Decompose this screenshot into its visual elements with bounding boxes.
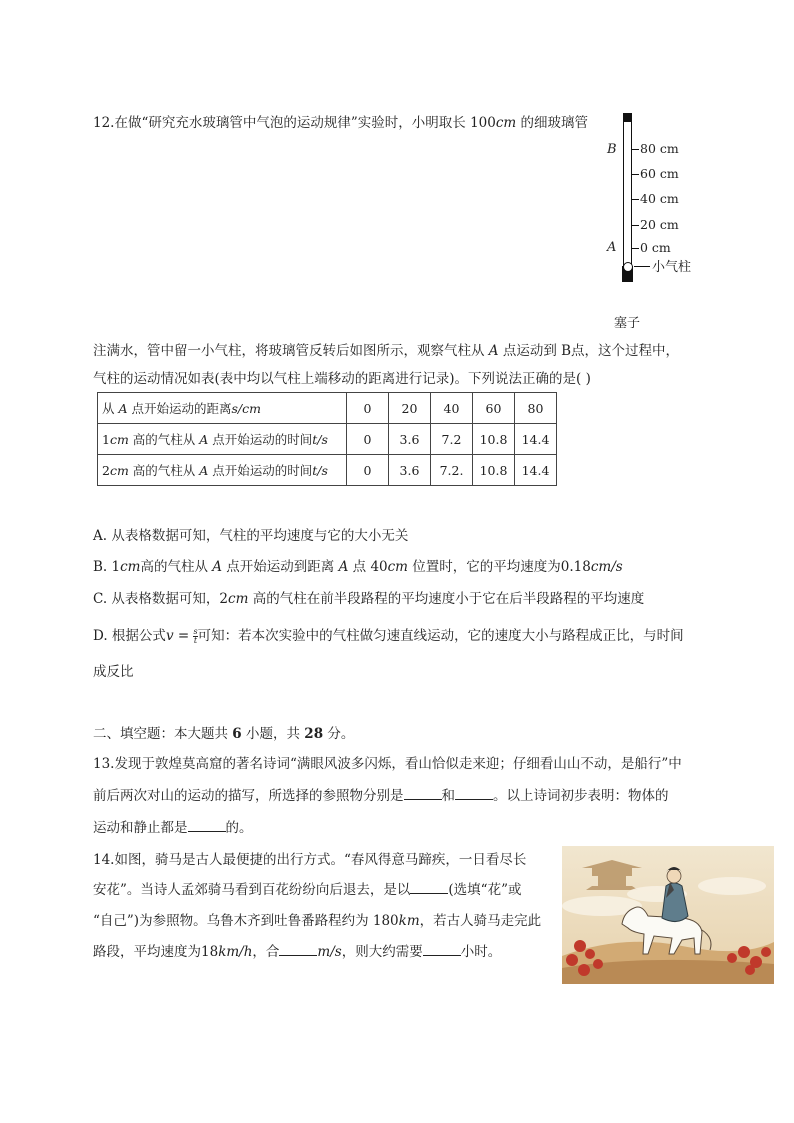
answer-blank[interactable] — [279, 943, 317, 956]
scale-20: 20 cm — [640, 217, 679, 232]
q12-line2-tail: 点运动到 B点，这个过程中， — [498, 343, 680, 359]
horse-rider-painting — [562, 846, 774, 984]
scale-80: 80 cm — [640, 141, 679, 156]
q14-line3: “自己”)为参照物。乌鲁木齐到吐鲁番路程约为 180km，若古人骑马走完此 — [93, 913, 542, 929]
table-cell: 14.4 — [515, 424, 557, 455]
q12-line2-text: 注满水，管中留一小气柱，将玻璃管反转后如图所示，观察气柱从 — [93, 343, 489, 359]
row-header: 1cm 高的气柱从 A 点开始运动的时间t/s — [98, 424, 347, 455]
bubble-pointer-line — [634, 266, 650, 267]
table-cell: 10.8 — [473, 424, 515, 455]
tick-20 — [632, 225, 639, 226]
table-cell: 20 — [389, 393, 431, 424]
table-cell: 3.6 — [389, 455, 431, 486]
table-cell: 40 — [431, 393, 473, 424]
q13-line3: 运动和静止都是 的。 — [93, 820, 253, 836]
tick-0 — [632, 248, 639, 249]
option-D-line2: 成反比 — [93, 664, 134, 680]
q13-line2: 前后两次对山的运动的描写，所选择的参照物分别是 和 。以上诗词初步表明：物体的 — [93, 788, 669, 804]
q12-intro-text: 12.在做“研究充水玻璃管中气泡的运动规律”实验时，小明取长 100 — [93, 115, 496, 131]
option-A: A. 从表格数据可知，气柱的平均速度与它的大小无关 — [93, 528, 409, 544]
q12-line3: 气柱的运动情况如表(表中均以气柱上端移动的距离进行记录)。下列说法正确的是( ) — [93, 371, 591, 387]
row-header: 2cm 高的气柱从 A 点开始运动的时间t/s — [98, 455, 347, 486]
table-cell: 80 — [515, 393, 557, 424]
q12-intro-unit: cm — [495, 115, 517, 131]
tick-40 — [632, 199, 639, 200]
option-B: B. 1cm高的气柱从 A 点开始运动到距离 A 点 40cm 位置时，它的平均速度为0.18cm/s — [93, 559, 623, 575]
option-D: D. 根据公式v = $\frac{s}{t}$ 可知：若本次实验中的气柱做匀速直线运动，它的速度大小与路程成正比，与时间 — [93, 627, 684, 645]
scale-0: 0 cm — [640, 240, 671, 255]
q12-intro — [93, 111, 588, 131]
answer-blank[interactable] — [455, 787, 493, 800]
formula-fraction: $\frac{s}{t}$ — [193, 627, 198, 645]
option-C: C. 从表格数据可知，2cm 高的气柱在前半段路程的平均速度小于它在后半段路程的平均速度 — [93, 591, 645, 607]
table-cell: 0 — [347, 393, 389, 424]
air-bubble — [623, 262, 633, 272]
table-cell: 60 — [473, 393, 515, 424]
q14-line4: 路段，平均速度为18km/h，合 m/s，则大约需要 小时。 — [93, 944, 502, 960]
table-cell: 3.6 — [389, 424, 431, 455]
glass-tube — [623, 115, 632, 280]
painting-illustration — [562, 846, 774, 984]
tick-60 — [632, 174, 639, 175]
table-cell: 0 — [347, 455, 389, 486]
table-row — [98, 455, 557, 486]
answer-blank[interactable] — [410, 881, 448, 894]
tick-80 — [632, 149, 639, 150]
q14-line1: 14.如图，骑马是古人最便捷的出行方式。“春风得意马蹄疾，一日看尽长 — [93, 852, 527, 868]
label-B: B — [607, 142, 617, 157]
table-cell: 14.4 — [515, 455, 557, 486]
answer-blank[interactable] — [404, 787, 442, 800]
q12-line2-A: A — [488, 343, 499, 359]
stopper-label: 塞子 — [614, 316, 641, 331]
table-cell: 10.8 — [473, 455, 515, 486]
scale-40: 40 cm — [640, 191, 679, 206]
table-cell: 7.2. — [431, 455, 473, 486]
bubble-label: 小气柱 — [652, 260, 692, 275]
table-cell: 7.2 — [431, 424, 473, 455]
section-heading: 二、填空题：本大题共 6 小题，共 28 分。 — [93, 726, 355, 742]
table-row — [98, 424, 557, 455]
answer-blank[interactable] — [423, 943, 461, 956]
answer-blank[interactable] — [188, 819, 226, 832]
q14-line2: 安花”。当诗人孟郊骑马看到百花纷纷向后退去，是以 (选填“花”或 — [93, 882, 522, 898]
q13-line1: 13.发现于敦煌莫高窟的著名诗词“满眼风波多闪烁，看山恰似走来迎；仔细看山山不动，是船行”中 — [93, 756, 682, 772]
data-table — [97, 392, 557, 486]
row-header: 从 A 点开始运动的距离s/cm — [98, 393, 347, 424]
table-row — [98, 393, 557, 424]
table-cell: 0 — [347, 424, 389, 455]
scale-60: 60 cm — [640, 166, 679, 181]
q12-intro-tail: 的细玻璃管 — [516, 115, 589, 131]
label-A: A — [607, 240, 617, 255]
q12-line2 — [93, 339, 679, 359]
